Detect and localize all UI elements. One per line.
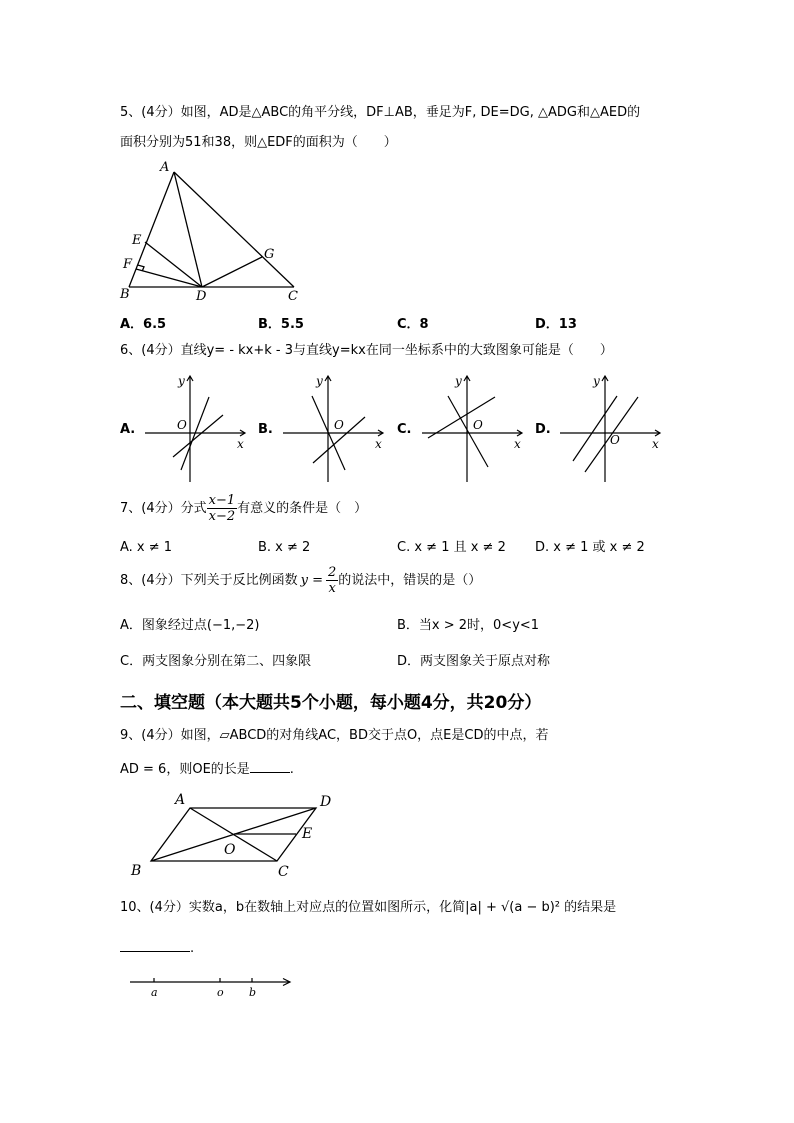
q9-parallelogram-figure (125, 790, 345, 880)
q7-denominator: x−2 (208, 509, 236, 524)
q5-label-b: B (120, 287, 130, 302)
q7-option-d[interactable]: D. x ≠ 1 或 x ≠ 2 (535, 540, 645, 555)
q6-b-y-label: y (316, 374, 323, 388)
q8-func-lhs: y = (300, 572, 323, 588)
q5-option-d[interactable]: D．13 (535, 317, 577, 332)
q5-label-a: A (160, 160, 170, 175)
q9-label-e: E (302, 826, 313, 842)
q7-option-b[interactable]: B. x ≠ 2 (258, 540, 311, 555)
q8-question (120, 565, 481, 596)
q7-prefix: 7、(4分）分式 (120, 500, 207, 516)
q8-option-c[interactable]: C．两支图象分别在第二、四象限 (120, 654, 312, 669)
q6-d-y-label: y (593, 374, 600, 388)
q6-a-y-label: y (178, 374, 185, 388)
q10-number-line (125, 970, 300, 1000)
q10-text-end: . (190, 941, 195, 956)
q5-label-g: G (264, 247, 275, 262)
q6-graph-b (278, 368, 388, 486)
q7-question (120, 493, 367, 524)
q6-option-d[interactable]: D. (535, 422, 551, 437)
q7-suffix: 有意义的条件是（ ） (237, 500, 368, 516)
q5-triangle-figure (115, 160, 315, 305)
q8-option-a[interactable]: A．图象经过点(−1,−2) (120, 618, 260, 633)
q10-label-b: b (249, 986, 257, 999)
q5-label-e: E (132, 233, 142, 248)
q7-fraction (207, 493, 238, 524)
q8-suffix: 的说法中，错误的是（） (338, 572, 482, 588)
q6-option-b[interactable]: B. (258, 422, 273, 437)
q9-answer-blank[interactable] (250, 758, 290, 773)
q6-text: 6、(4分）直线y= - kx+k - 3与直线y=kx在同一坐标系中的大致图象可能是（ ） (120, 343, 613, 358)
q10-text: 10、(4分）实数a，b在数轴上对应点的位置如图所示，化简|a| + √(a − b)² 的结果是 (120, 900, 617, 915)
q9-text-line2: AD = 6，则OE的长是 (120, 762, 250, 777)
q6-a-x-label: x (237, 437, 244, 451)
q9-label-a: A (175, 792, 186, 808)
q5-label-d: D (196, 289, 207, 304)
q10-label-o: o (217, 986, 224, 999)
q6-b-x-label: x (375, 437, 382, 451)
q6-c-origin-label: O (473, 418, 483, 432)
q6-graph-a (140, 368, 255, 486)
q5-label-f: F (123, 257, 133, 272)
q9-text-end: . (289, 762, 294, 777)
q6-d-origin-label: O (610, 433, 620, 447)
q5-label-c: C (288, 289, 298, 304)
q6-d-x-label: x (652, 437, 659, 451)
q7-option-a[interactable]: A. x ≠ 1 (120, 540, 173, 555)
q6-c-y-label: y (455, 374, 462, 388)
q6-option-a[interactable]: A. (120, 422, 136, 437)
q8-option-d[interactable]: D．两支图象关于原点对称 (397, 654, 551, 669)
q5-text-line2: 面积分别为51和38，则△EDF的面积为（ ） (120, 135, 397, 150)
q9-label-o: O (224, 842, 236, 858)
q6-graph-d (555, 368, 665, 486)
q10-label-a: a (151, 986, 158, 999)
q9-label-c: C (278, 864, 289, 880)
q6-c-x-label: x (514, 437, 521, 451)
q9-label-d: D (320, 794, 332, 810)
q5-text-line1: 5、(4分）如图，AD是△ABC的角平分线，DF⊥AB，垂足为F, DE=DG, △ADG和△AED的 (120, 105, 641, 120)
q9-text-line1: 9、(4分）如图，▱ABCD的对角线AC，BD交于点O，点E是CD的中点，若 (120, 728, 549, 743)
q8-denominator: x (328, 581, 336, 596)
q6-graph-c (417, 368, 527, 486)
q5-option-a[interactable]: A．6.5 (120, 317, 167, 332)
q6-option-c[interactable]: C. (397, 422, 412, 437)
q10-answer-blank[interactable] (120, 937, 190, 952)
q8-fraction (326, 565, 338, 596)
q9-label-b: B (131, 863, 142, 879)
q10-answer-line (120, 937, 194, 959)
q8-prefix: 8、(4分）下列关于反比例函数 (120, 572, 298, 588)
q5-option-b[interactable]: B．5.5 (258, 317, 304, 332)
q6-a-origin-label: O (177, 418, 187, 432)
q8-numerator: 2 (328, 565, 337, 580)
q6-b-origin-label: O (334, 418, 344, 432)
section-2-title: 二、填空题（本大题共5个小题，每小题4分，共20分） (120, 693, 542, 713)
q5-option-c[interactable]: C．8 (397, 317, 429, 332)
q7-numerator: x−1 (208, 493, 236, 508)
q7-option-c[interactable]: C. x ≠ 1 且 x ≠ 2 (397, 540, 506, 555)
q9-line2 (120, 758, 294, 780)
q8-option-b[interactable]: B．当x > 2时，0<y<1 (397, 618, 540, 633)
